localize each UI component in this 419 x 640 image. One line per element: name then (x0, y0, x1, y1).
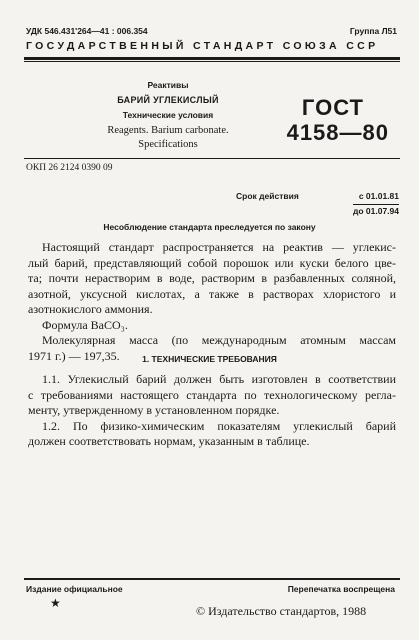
header-rule-thick (24, 57, 400, 60)
validity-from: с 01.01.81 (358, 191, 399, 201)
title-rule (24, 158, 400, 159)
intro-line: та; почти нерастворим в воде, растворим в разбавленных соляной, (28, 271, 396, 285)
intro-line: азотнокислого аммония. (28, 302, 153, 316)
intro-paragraph (28, 240, 396, 364)
okp-code: ОКП 26 2124 0390 09 (26, 163, 113, 173)
clause-line: с требованиями настоящего стандарта по технологическому регла- (28, 387, 396, 402)
product-title: БАРИЙ УГЛЕКИСЛЫЙ (117, 95, 219, 105)
intro-line: лый барий, представляющий собой порошок или куски белого цве- (28, 255, 396, 270)
clause-line: менту, утвержденному в установленном порядке. (28, 403, 280, 417)
udk-code: УДК 546.431'264—41 : 006.354 (26, 26, 148, 36)
gost-label: ГОСТ (301, 95, 364, 120)
validity-to: до 01.07.94 (352, 206, 399, 216)
copyright-line: © Издательство стандартов, 1988 (196, 604, 367, 618)
reagents-label: Реактивы (147, 80, 189, 90)
intro-line: Настоящий стандарт распространяется на реактив — углекис- (42, 240, 396, 254)
mass-line: 1971 г.) — 197,35. (28, 348, 120, 363)
section-title: 1. ТЕХНИЧЕСКИЕ ТРЕБОВАНИЯ (142, 354, 277, 364)
header-rule-thin (24, 61, 400, 62)
clause-line: 1.2. По физико-химическим показателям углекислый барий (42, 418, 396, 433)
validity-label: Срок действия (236, 191, 299, 201)
clause-1-1 (28, 372, 396, 450)
english-title-line-2: Specifications (138, 139, 198, 150)
intro-line: азотной, уксусной кислотах, а также в растворах хлористого и (28, 286, 396, 301)
law-notice: Несоблюдение стандарта преследуется по закону (103, 222, 316, 232)
mass-line: Молекулярная масса (по международным атомным массам (42, 333, 396, 347)
state-standard-banner: ГОСУДАРСТВЕННЫЙ СТАНДАРТ СОЮЗА ССР (26, 40, 379, 52)
group-code: Группа Л51 (349, 26, 397, 36)
clause-line: должен соответствовать нормам, указанным в таблице. (28, 434, 310, 448)
formula: Формула BaCO₃. (42, 317, 128, 332)
spec-label: Технические условия (122, 110, 214, 120)
star-icon: ★ (50, 596, 61, 610)
official-edition-label: Издание официальное (26, 584, 123, 594)
english-title-line-1: Reagents. Barium carbonate. (107, 125, 229, 136)
gost-number: 4158—80 (286, 120, 389, 145)
clause-line: 1.1. Углекислый барий должен быть изготовлен в соответствии (42, 372, 396, 386)
footer-rule (24, 578, 400, 580)
reprint-prohibited-label: Перепечатка воспрещена (287, 584, 395, 594)
